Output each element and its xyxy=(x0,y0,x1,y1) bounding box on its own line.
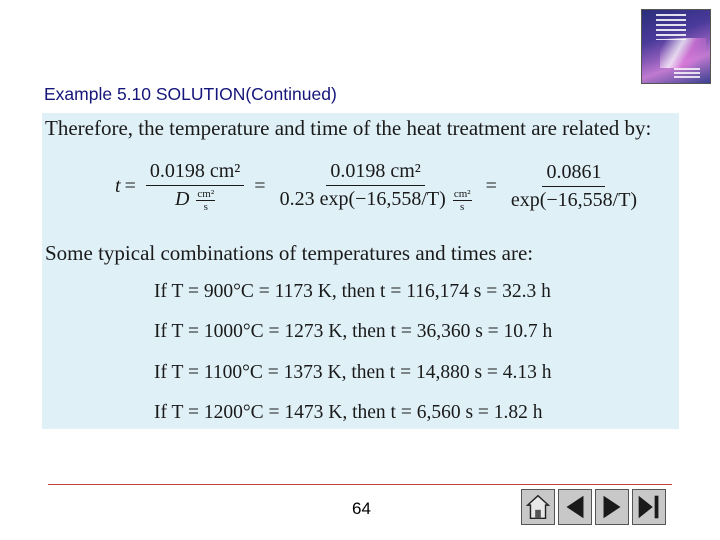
fraction-2-denominator-expr: 0.23 exp(−16,558/T) xyxy=(279,187,446,210)
combination-row: If T = 1000°C = 1273 K, then t = 36,360 s = 10.7 h xyxy=(154,321,553,342)
fraction-1 xyxy=(146,160,244,213)
combination-row: If T = 1200°C = 1473 K, then t = 6,560 s = 1.82 h xyxy=(154,402,543,423)
equals-sign: = xyxy=(124,174,136,197)
combinations-intro: Some typical combinations of temperatures and times are: xyxy=(45,241,534,265)
equation-lhs: t xyxy=(115,174,121,197)
fraction-3-denominator: exp(−16,558/T) xyxy=(510,188,638,211)
equation xyxy=(115,145,647,227)
slide-title: Example 5.10 SOLUTION(Continued) xyxy=(44,84,337,104)
next-icon xyxy=(596,490,628,524)
fraction-1-denominator xyxy=(171,186,219,213)
previous-icon xyxy=(559,490,591,524)
next-slide-button[interactable] xyxy=(595,489,629,525)
diffusion-coefficient-symbol: D xyxy=(174,187,190,210)
previous-slide-button[interactable] xyxy=(558,489,592,525)
home-icon xyxy=(522,490,554,524)
footer-divider xyxy=(48,484,672,485)
equals-sign: = xyxy=(254,174,266,197)
fraction-2-numerator: 0.0198 cm² xyxy=(326,160,424,186)
combination-row: If T = 900°C = 1173 K, then t = 116,174 s = 32.3 h xyxy=(154,281,551,302)
book-cover-image xyxy=(641,9,711,84)
fraction-2 xyxy=(276,160,476,213)
page-number: 64 xyxy=(352,499,371,518)
unit-fraction xyxy=(453,188,472,213)
unit-numerator: cm² xyxy=(453,187,471,200)
unit-denominator: s xyxy=(460,200,465,213)
intro-text: Therefore, the temperature and time of the heat treatment are related by: xyxy=(45,116,652,140)
fraction-2-denominator xyxy=(276,186,476,213)
last-icon xyxy=(633,490,665,524)
fraction-3 xyxy=(507,161,641,212)
unit-numerator: cm² xyxy=(197,187,215,200)
fraction-3-numerator: 0.0861 xyxy=(542,161,605,187)
unit-denominator: s xyxy=(203,200,208,213)
fraction-1-numerator: 0.0198 cm² xyxy=(146,160,244,186)
content-panel xyxy=(42,113,679,429)
unit-fraction xyxy=(196,188,215,213)
equals-sign: = xyxy=(485,174,497,197)
home-button[interactable] xyxy=(521,489,555,525)
combination-row: If T = 1100°C = 1373 K, then t = 14,880 s = 4.13 h xyxy=(154,362,552,383)
last-slide-button[interactable] xyxy=(632,489,666,525)
